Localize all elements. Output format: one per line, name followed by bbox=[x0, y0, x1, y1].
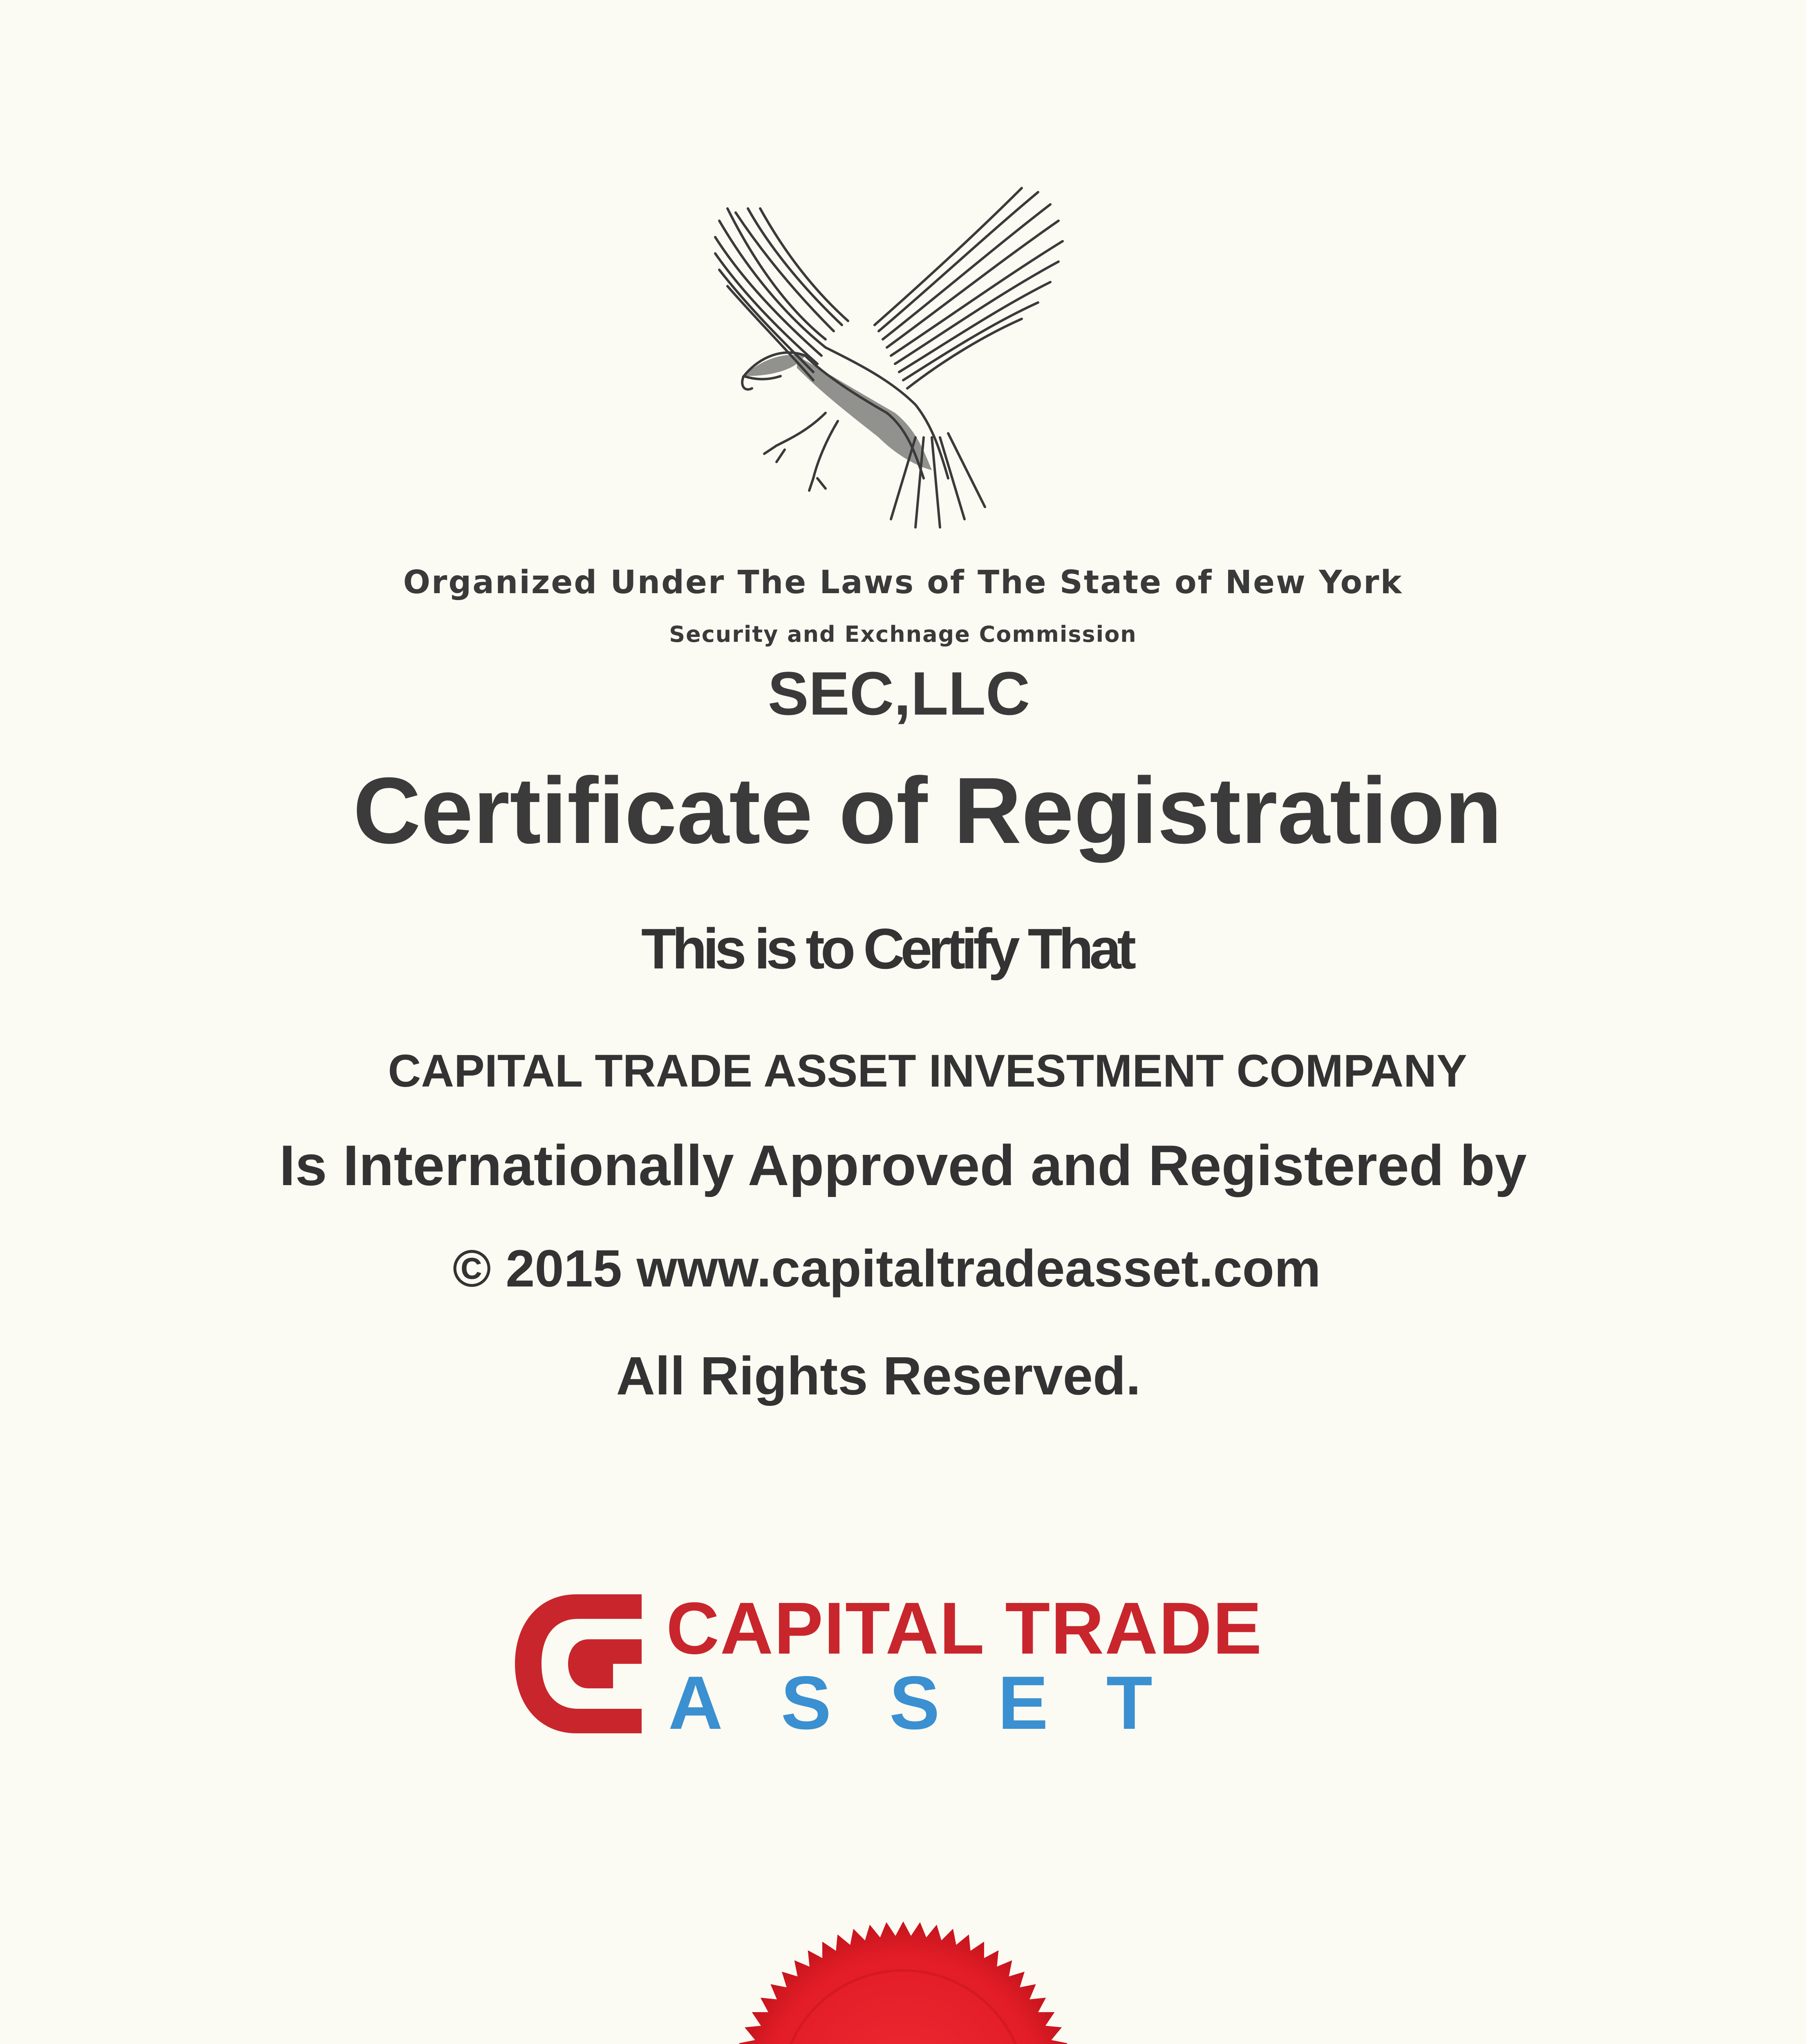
eagle-icon bbox=[703, 184, 1079, 536]
organized-under-laws-text: Organized Under The Laws of The State of New York bbox=[403, 564, 1403, 601]
certificate-title: Certificate of Registration bbox=[353, 758, 1502, 863]
copyright-text: © 2015 www.capitaltradeasset.com bbox=[452, 1239, 1321, 1298]
rights-text: All Rights Reserved. bbox=[616, 1346, 1141, 1406]
logo-text-asset: ASSET bbox=[668, 1661, 1211, 1745]
red-seal-icon bbox=[727, 1917, 1079, 2044]
issuer-name: SEC,LLC bbox=[768, 659, 1030, 728]
commission-text: Security and Exchnage Commission bbox=[669, 621, 1137, 647]
certify-text: This is to Certify That bbox=[641, 917, 1132, 981]
logo-text-capital-trade: CAPITAL TRADE bbox=[666, 1587, 1263, 1670]
approved-text: Is Internationally Approved and Registered by bbox=[279, 1133, 1527, 1197]
logo-c-mark-icon bbox=[507, 1586, 654, 1741]
company-name: CAPITAL TRADE ASSET INVESTMENT COMPANY bbox=[388, 1045, 1467, 1096]
